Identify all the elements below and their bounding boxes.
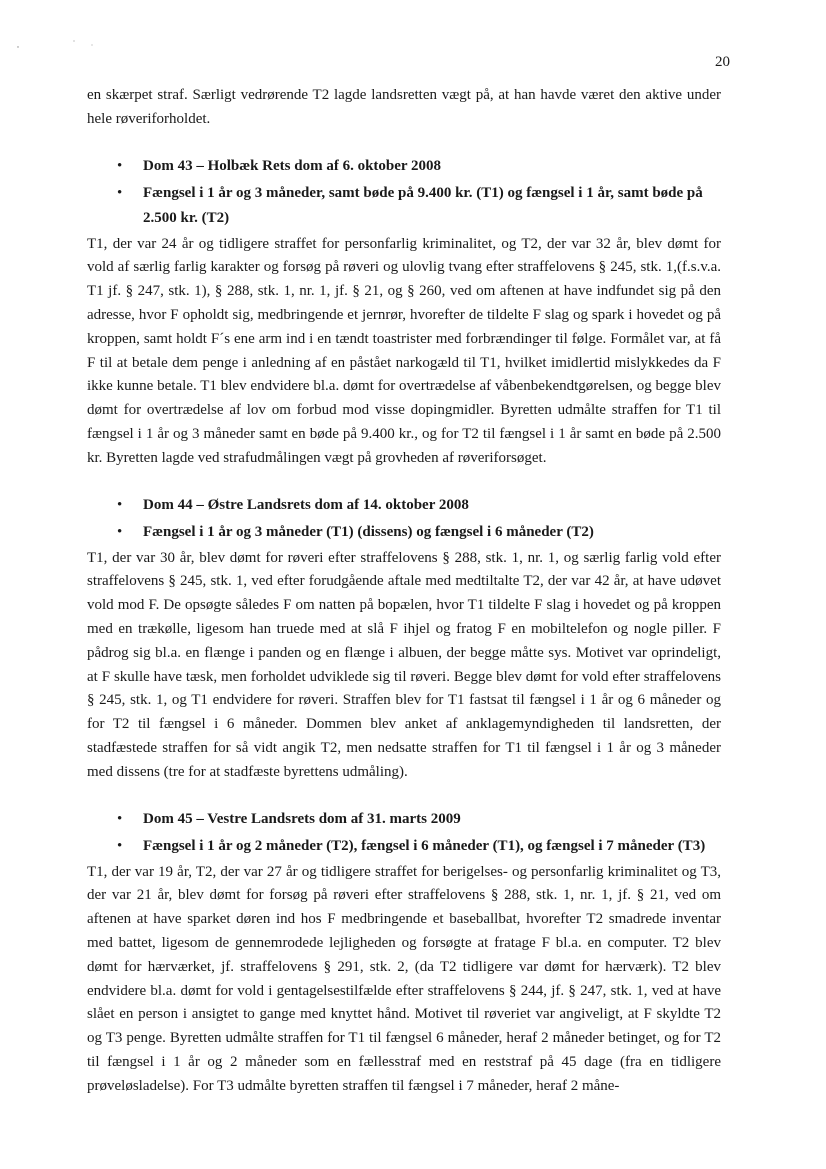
- case-44: [87, 493, 721, 785]
- document-body: [87, 84, 721, 1099]
- case-45-sentence: • Fængsel i 1 år og 2 måneder (T2), fængsel i 6 måneder (T1), og fængsel i 7 måneder (T3): [87, 834, 721, 859]
- bullet-icon: •: [117, 184, 123, 201]
- page-number: 20: [715, 54, 730, 70]
- case-44-sentence: • Fængsel i 1 år og 3 måneder (T1) (dissens) og fængsel i 6 måneder (T2): [87, 520, 721, 545]
- case-45-body: T1, der var 19 år, T2, der var 27 år og tidligere straffet for berigelses- og personfarlig kriminalitet og T3, der var 21 år, blev dømt for forsøg på røveri efter straffelovens § 288, stk. 1, nr. 1, jf. § 21, ved om aftenen at have sparket døren ind hos F medbringende et baseballbat, hvorefter T2 smadrede inventar med battet, ligesom de gennemrodede lejligheden og forsøgte at fratage F bl.a. en computer. T2 blev dømt for hærværket, jf. straffelovens § 291, stk. 2, (da T2 tidligere var dømt for hærværk). T2 blev endvidere bl.a. dømt for vold i gentagelsestilfælde efter straffelovens § 244, jf. § 247, stk. 1, ved at have slået en person i ansigtet to gange med knyttet hånd. Motivet til røveriet var angiveligt, at F skyldte T2 og T3 penge. Byretten udmålte straffen for T1 til fængsel 6 måneder, heraf 2 måneder betinget, og for T2 til fængsel i 1 år og 2 måneder som en fællesstraf med en reststraf på 45 dage (fra en tidligere prøveløsladelse). For T3 udmålte byretten straffen til fængsel i 7 måneder, heraf 2 måne-: [87, 863, 721, 1094]
- bullet-icon: •: [117, 837, 123, 854]
- scan-specks: [14, 36, 134, 46]
- bullet-icon: •: [117, 810, 123, 827]
- case-43: [87, 154, 721, 471]
- case-45: [87, 807, 721, 1099]
- case-44-heading: • Dom 44 – Østre Landsrets dom af 14. oktober 2008: [87, 493, 721, 518]
- bullet-icon: •: [117, 523, 123, 540]
- bullet-icon: •: [117, 157, 123, 174]
- case-45-headings: [87, 807, 721, 859]
- case-45-heading: • Dom 45 – Vestre Landsrets dom af 31. marts 2009: [87, 807, 721, 832]
- case-43-body: T1, der var 24 år og tidligere straffet for personfarlig kriminalitet, og T2, der var 32 år, blev dømt for vold af særlig farlig karakter og forsøg på røveri og ulovlig tvang efter straffelovens § 245, stk. 1,(f.s.v.a. T1 jf. § 247, stk. 1), § 288, stk. 1, nr. 1, jf. § 21, og § 260, ved om aftenen at have indfundet sig på den adresse, hvor F opholdt sig, medbringende et jernrør, hvorefter de tildelte F slag og spark i hovedet og på kroppen, samt holdt F´s ene arm ind i en tændt toastrister med forbrændinger til følge. Formålet var, at få F til at betale dem penge i anledning af en påstået narkogæld til T1, hvilket imidlertid mislykkedes da F ikke kunne betale. T1 blev endvidere bl.a. dømt for overtrædelse af våbenbekendtgørelsen, og begge blev dømt for overtrædelse af lov om forbud mod visse dopingmidler. Byretten udmålte straffen for T1 til fængsel i 1 år og 3 måneder samt en bøde på 9.400 kr., og for T2 til fængsel i 1 år samt en bøde på 2.500 kr. Byretten lagde ved strafudmålingen vægt på grovheden af røveriforsøget.: [87, 235, 721, 466]
- case-43-headings: [87, 154, 721, 231]
- bullet-icon: •: [117, 496, 123, 513]
- case-43-heading: • Dom 43 – Holbæk Rets dom af 6. oktober 2008: [87, 154, 721, 179]
- case-44-body: T1, der var 30 år, blev dømt for røveri efter straffelovens § 288, stk. 1, nr. 1, og særlig farlig vold efter straffelovens § 245, stk. 1, ved efter forudgående aftale med medtiltalte T2, der var 42 år, at have udøvet vold mod F. De opsøgte således F om natten på bopælen, hvor T1 tildelte F slag i hovedet og på kroppen med en trækølle, ligesom han truede med at slå F ihjel og fratog F en mobiltelefon og nogle piller. F pådrog sig bl.a. en flænge i panden og en flænge i albuen, der begge måtte sys. Motivet var oprindeligt, at F skulle have tæsk, men forholdet udviklede sig til røveri. Begge blev dømt for vold efter straffelovens § 245, stk. 1, og T1 endvidere for røveri. Straffen blev for T1 fastsat til fængsel i 1 år og 6 måneder og for T2 til fængsel i 6 måneder. Dommen blev anket af anklagemyndigheden til landsretten, der stadfæstede straffen for så vidt angik T2, men nedsatte straffen for T1 til fængsel i 1 år og 3 måneder med dissens (tre for at stadfæste byrettens udmåling).: [87, 549, 721, 780]
- case-43-sentence: • Fængsel i 1 år og 3 måneder, samt bøde på 9.400 kr. (T1) og fængsel i 1 år, samt bøde på 2.500 kr. (T2): [87, 181, 721, 231]
- case-44-headings: [87, 493, 721, 545]
- intro-paragraph: en skærpet straf. Særligt vedrørende T2 lagde landsretten vægt på, at han havde været den aktive under hele røveriforholdet.: [87, 87, 721, 127]
